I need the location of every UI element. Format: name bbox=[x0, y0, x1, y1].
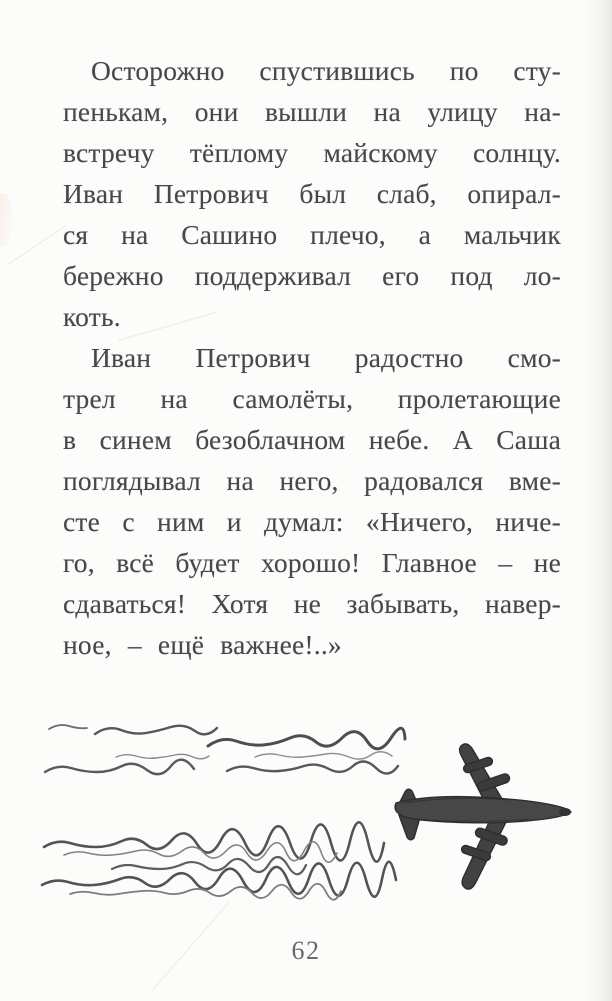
text-line: встречу тёплому майскому солнцу. bbox=[63, 137, 561, 168]
text-line: Иван Петрович был слаб, опирал- bbox=[63, 178, 561, 209]
text-line: ся на Сашино плечо, а мальчик bbox=[63, 219, 561, 250]
text-line: ное, – ещё важнее!..» bbox=[63, 629, 342, 660]
text-line: сдаваться! Хотя не забывать, навер- bbox=[63, 588, 561, 619]
paper-scratch bbox=[8, 225, 67, 265]
text-line: сте с ним и думал: «Ничего, ниче- bbox=[63, 506, 561, 537]
text-line: трел на самолёты, пролетающие bbox=[63, 383, 561, 414]
text-line: Иван Петрович радостно смо- bbox=[91, 342, 561, 373]
contrail-lines bbox=[42, 725, 405, 900]
body-text bbox=[63, 50, 561, 665]
airplane-icon bbox=[395, 744, 571, 889]
text-line: го, всё будет хорошо! Главное – не bbox=[63, 547, 561, 578]
text-line: пенькам, они вышли на улицу на- bbox=[63, 96, 561, 127]
airplane-illustration bbox=[0, 690, 612, 930]
text-line: бережно поддерживал его под ло- bbox=[63, 260, 561, 291]
page-number: 62 bbox=[291, 936, 321, 965]
text-line: поглядывал на него, радовался вме- bbox=[63, 465, 561, 496]
page-edge-tint bbox=[0, 194, 12, 246]
text-line: коть. bbox=[63, 301, 121, 332]
text-line: в синем безоблачном небе. А Саша bbox=[63, 424, 561, 455]
text-line: Осторожно спустившись по сту- bbox=[91, 55, 561, 86]
